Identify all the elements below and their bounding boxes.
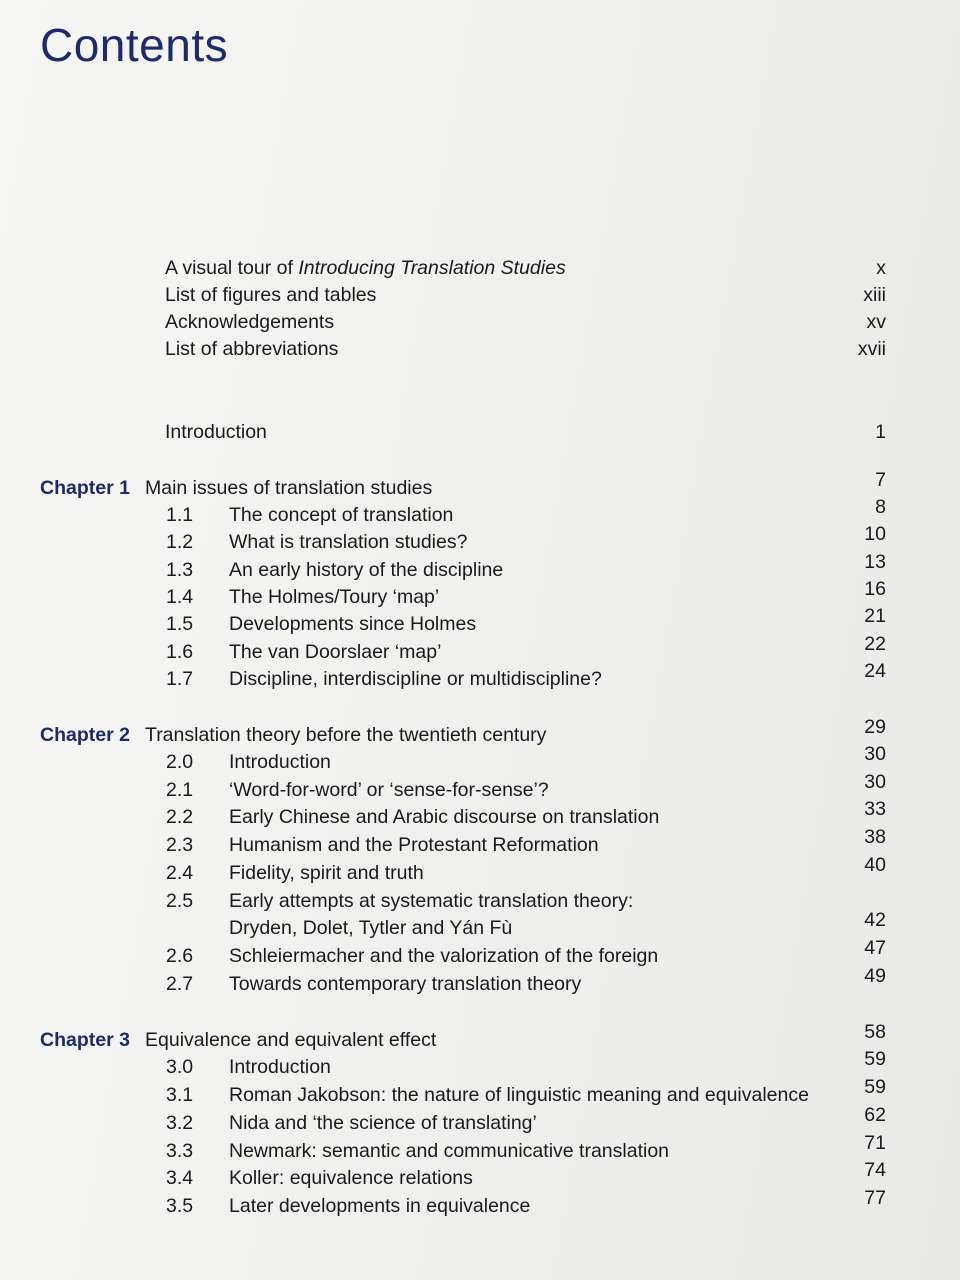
toc-section-entry[interactable]	[0, 937, 960, 970]
section-title: Schleiermacher and the valorization of the foreign	[229, 945, 659, 967]
section-title: Later developments in equivalence	[229, 1195, 531, 1217]
section-number: 2.0	[166, 751, 194, 773]
entry-page-number: 29	[864, 716, 886, 738]
toc-chapter-heading[interactable]	[0, 469, 960, 502]
section-number: 2.7	[166, 973, 194, 995]
toc-section-entry[interactable]	[0, 743, 960, 776]
toc-section-entry[interactable]	[0, 1159, 960, 1192]
toc-entry-introduction[interactable]	[0, 418, 960, 446]
entry-page-number: 47	[864, 937, 886, 959]
entry-page-number: 77	[864, 1187, 886, 1209]
toc-section-entry[interactable]	[0, 496, 960, 529]
entry-page-number: 62	[864, 1104, 886, 1126]
toc-entry-front-matter[interactable]	[0, 308, 960, 336]
toc-section-entry[interactable]	[0, 798, 960, 831]
toc-section-entry[interactable]	[0, 605, 960, 638]
section-number: 2.5	[166, 890, 194, 912]
section-number: 1.1	[166, 504, 194, 526]
section-number: 1.5	[166, 613, 194, 635]
section-title: What is translation studies?	[229, 531, 468, 553]
toc-section-entry[interactable]	[0, 578, 960, 611]
toc-section-entry-continued[interactable]	[0, 909, 960, 942]
entry-page-number: xiii	[863, 284, 886, 306]
section-number: 1.3	[166, 559, 194, 581]
chapter-label: Chapter 2	[40, 724, 130, 746]
section-number: 2.4	[166, 862, 194, 884]
toc-section-entry[interactable]	[0, 1076, 960, 1109]
section-title: Fidelity, spirit and truth	[229, 862, 424, 884]
entry-page-number: 22	[864, 633, 886, 655]
entry-title: A visual tour of Introducing Translation Studies	[165, 257, 566, 279]
section-number: 3.2	[166, 1112, 194, 1134]
entry-title: Introduction	[165, 421, 267, 443]
toc-chapter-heading[interactable]	[0, 716, 960, 749]
section-title: Roman Jakobson: the nature of linguistic meaning and equivalence	[229, 1084, 809, 1106]
chapter-label: Chapter 3	[40, 1029, 130, 1051]
entry-page-number: 24	[864, 660, 886, 682]
entry-page-number: xvii	[857, 338, 886, 360]
entry-page-number: xv	[866, 311, 886, 333]
section-title: Introduction	[229, 751, 331, 773]
section-title: Introduction	[229, 1056, 331, 1078]
entry-page-number: 42	[864, 909, 886, 931]
section-number: 2.2	[166, 806, 194, 828]
toc-section-entry[interactable]	[0, 660, 960, 693]
entry-page-number: 49	[864, 965, 886, 987]
section-title: Towards contemporary translation theory	[229, 973, 582, 995]
toc-section-entry[interactable]	[0, 1132, 960, 1165]
section-number: 2.3	[166, 834, 194, 856]
toc-section-entry[interactable]	[0, 551, 960, 584]
toc-section-entry[interactable]	[0, 1104, 960, 1137]
chapter-title: Main issues of translation studies	[145, 477, 433, 499]
entry-page-number: 40	[864, 854, 886, 876]
entry-page-number: 10	[864, 523, 886, 545]
entry-page-number: 8	[875, 496, 886, 518]
section-title: Newmark: semantic and communicative translation	[229, 1140, 670, 1162]
entry-page-number: 38	[864, 826, 886, 848]
section-title: Early Chinese and Arabic discourse on translation	[229, 806, 660, 828]
section-number: 1.6	[166, 641, 194, 663]
entry-page-number: 33	[864, 798, 886, 820]
toc-section-entry[interactable]	[0, 965, 960, 998]
entry-page-number: 59	[864, 1048, 886, 1070]
entry-page-number: 71	[864, 1132, 886, 1154]
section-title: Discipline, interdiscipline or multidiscipline?	[229, 668, 602, 690]
section-title: The van Doorslaer ‘map’	[229, 641, 442, 663]
section-title: Developments since Holmes	[229, 613, 477, 635]
entry-page-number: 30	[864, 771, 886, 793]
chapter-title: Translation theory before the twentieth century	[145, 724, 547, 746]
section-number: 3.5	[166, 1195, 194, 1217]
section-title: Humanism and the Protestant Reformation	[229, 834, 599, 856]
entry-title: Acknowledgements	[165, 311, 335, 333]
section-title: Dryden, Dolet, Tytler and Yán Fù	[229, 917, 513, 939]
toc-section-entry[interactable]	[0, 771, 960, 804]
entry-title: List of abbreviations	[165, 338, 339, 360]
toc-section-entry[interactable]	[0, 633, 960, 666]
chapter-label: Chapter 1	[40, 477, 130, 499]
section-title: Early attempts at systematic translation theory:	[229, 890, 634, 912]
toc-chapter-heading[interactable]	[0, 1021, 960, 1054]
chapter-title: Equivalence and equivalent effect	[145, 1029, 437, 1051]
entry-page-number: 7	[875, 469, 886, 491]
section-title: Nida and ‘the science of translating’	[229, 1112, 537, 1134]
section-number: 1.4	[166, 586, 194, 608]
toc-section-entry[interactable]	[0, 854, 960, 887]
section-number: 3.0	[166, 1056, 194, 1078]
entry-page-number: 59	[864, 1076, 886, 1098]
section-title: The Holmes/Toury ‘map’	[229, 586, 440, 608]
toc-section-entry[interactable]	[0, 826, 960, 859]
entry-page-number: x	[876, 257, 886, 279]
section-number: 3.1	[166, 1084, 194, 1106]
entry-page-number: 21	[864, 605, 886, 627]
toc-section-entry[interactable]	[0, 1187, 960, 1220]
entry-page-number: 58	[864, 1021, 886, 1043]
page-title: Contents	[40, 19, 229, 71]
section-title: An early history of the discipline	[229, 559, 504, 581]
entry-title: List of figures and tables	[165, 284, 377, 306]
section-number: 3.3	[166, 1140, 194, 1162]
toc-entry-front-matter[interactable]	[0, 335, 960, 363]
section-number: 2.6	[166, 945, 194, 967]
section-title: ‘Word-for-word’ or ‘sense-for-sense’?	[229, 779, 549, 801]
section-title: The concept of translation	[229, 504, 454, 526]
toc-section-entry[interactable]	[0, 523, 960, 556]
entry-page-number: 74	[864, 1159, 886, 1181]
toc-entry-front-matter[interactable]	[0, 254, 960, 282]
toc-section-entry[interactable]	[0, 887, 960, 915]
section-number: 1.2	[166, 531, 194, 553]
toc-section-entry[interactable]	[0, 1048, 960, 1081]
section-number: 2.1	[166, 779, 194, 801]
toc-entry-front-matter[interactable]	[0, 281, 960, 309]
section-number: 3.4	[166, 1167, 194, 1189]
entry-page-number: 13	[864, 551, 886, 573]
section-number: 1.7	[166, 668, 194, 690]
entry-page-number: 16	[864, 578, 886, 600]
section-title: Koller: equivalence relations	[229, 1167, 473, 1189]
entry-page-number: 30	[864, 743, 886, 765]
entry-page-number: 1	[875, 421, 886, 443]
